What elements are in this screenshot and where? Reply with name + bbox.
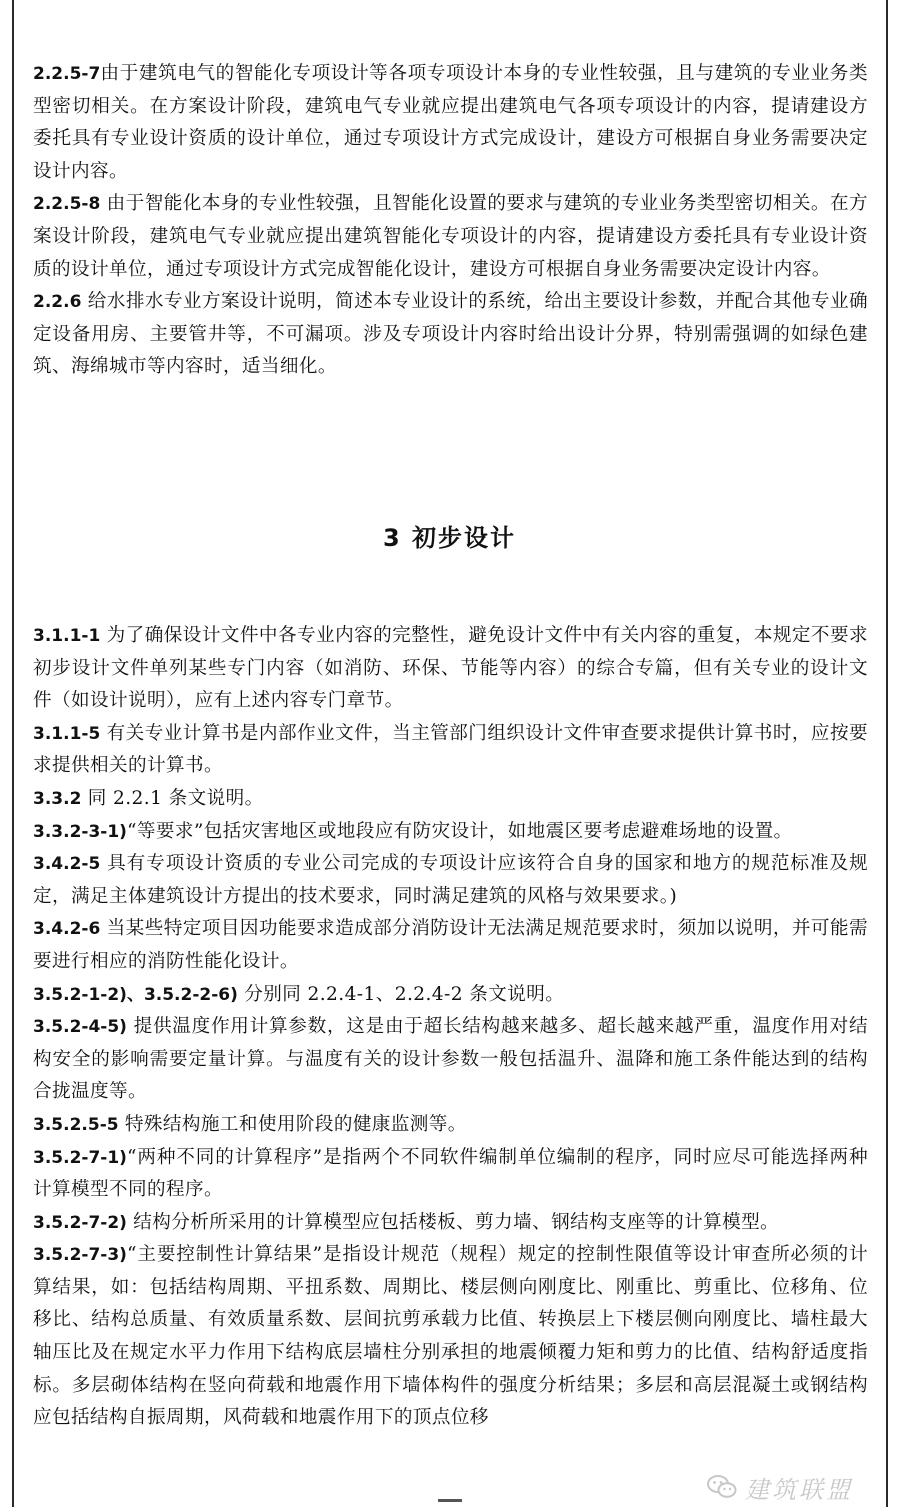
clause-paragraph [33,620,868,718]
clause-paragraph [33,286,868,384]
clause-text: 结构分析所采用的计算模型应包括楼板、剪力墙、钢结构支座等的计算模型。 [126,1211,780,1233]
clause-paragraph [33,1142,868,1207]
clause-paragraph [33,718,868,783]
clause-text: “两种不同的计算程序”是指两个不同软件编制单位编制的程序，同时应尽可能选择两种计算模型不同的程序。 [33,1146,868,1201]
clause-number: 2.2.5-8 [33,194,101,215]
clause-text: 提供温度作用计算参数，这是由于超长结构越来越多、超长越来越严重，温度作用对结构安全的影响需要定量计算。与温度有关的设计参数一般包括温升、温降和施工条件能达到的结构合拢温度等。 [33,1016,868,1103]
clause-number: 3.4.2-6 [33,919,101,940]
page-edge-mark [438,1499,462,1502]
watermark [707,1470,853,1504]
clause-paragraph [33,848,868,913]
clause-number: 3.5.2-1-2)、3.5.2-2-6) [33,984,238,1005]
clause-paragraph [33,188,868,286]
clause-number: 3.5.2.5-5 [33,1114,119,1135]
clause-paragraph [33,1207,868,1240]
clause-text: 当某些特定项目因功能要求造成部分消防设计无法满足规范要求时，须加以说明，并可能需要进行相应的消防性能化设计。 [33,918,868,972]
section-3-notes [33,620,868,1435]
clause-paragraph [33,783,868,816]
chapter-title: 3 初步设计 [382,524,517,552]
clause-number: 3.3.2 [33,788,82,809]
clause-paragraph [33,1011,868,1109]
clause-number: 3.5.2-7-1) [33,1147,127,1168]
clause-paragraph [33,1109,868,1142]
clause-text: 由于建筑电气的智能化专项设计等各项专项设计本身的专业性较强，且与建筑的专业业务类型密切相关。在方案设计阶段，建筑电气专业就应提出建筑电气各项专项设计的内容，提请建设方委托具有专业设计资质的设计单位，通过专项设计方式完成设计，建设方可根据自身业务需要决定设计内容。 [33,63,868,182]
clause-number: 3.3.2-3-1) [33,821,127,842]
clause-paragraph [33,816,868,849]
clause-number: 3.5.2-7-2) [33,1212,127,1233]
clause-paragraph [33,979,868,1012]
clause-text: 具有专项设计资质的专业公司完成的专项设计应该符合自身的国家和地方的规范标准及规定，满足主体建筑设计方提出的技术要求，同时满足建筑的风格与效果要求。) [33,853,868,907]
page-border-right [886,0,888,1507]
clause-text: 为了确保设计文件中各专业内容的完整性，避免设计文件中有关内容的重复，本规定不要求初步设计文件单列某些专门内容（如消防、环保、节能等内容）的综合专篇，但有关专业的设计文件（如设计说明），应有上述内容专门章节。 [33,625,868,712]
clause-text: “等要求”包括灾害地区或地段应有防灾设计，如地震区要考虑避难场地的设置。 [126,820,793,842]
clause-number: 3.5.2-7-3) [33,1245,127,1266]
watermark-text: 建筑联盟 [745,1475,853,1504]
clause-number: 3.4.2-5 [33,854,101,875]
clause-text: 特殊结构施工和使用阶段的健康监测等。 [118,1113,467,1135]
clause-paragraph [33,58,868,188]
clause-text: 由于智能化本身的专业性较强，且智能化设置的要求与建筑的专业业务类型密切相关。在方案设计阶段，建筑电气专业就应提出建筑智能化专项设计的内容，提请建设方委托具有专业设计资质的设计单位，通过专项设计方式完成智能化设计，建设方可根据自身业务需要决定设计内容。 [33,193,868,280]
clause-text: 同 2.2.1 条文说明。 [81,787,264,809]
clause-number: 3.5.2-4-5) [33,1017,127,1038]
clause-number: 3.1.1-5 [33,723,101,744]
clause-paragraph [33,913,868,978]
clause-paragraph [33,1239,868,1435]
clause-number: 2.2.6 [33,292,82,313]
clause-text: 给水排水专业方案设计说明，简述本专业设计的系统，给出主要设计参数，并配合其他专业确定设备用房、主要管井等，不可漏项。涉及专项设计内容时给出设计分界，特别需强调的如绿色建筑、海绵城市等内容时，适当细化。 [33,291,868,378]
wechat-icon [707,1474,737,1500]
clause-number: 2.2.5-7 [33,64,101,84]
clause-text: 分别同 2.2.4-1、2.2.4-2 条文说明。 [237,983,565,1005]
clause-text: 有关专业计算书是内部作业文件，当主管部门组织设计文件审查要求提供计算书时，应按要求提供相关的计算书。 [33,722,868,777]
clause-text: “主要控制性计算结果”是指设计规范（规程）规定的控制性限值等设计审查所必须的计算结果，如：包括结构周期、平扭系数、周期比、楼层侧向刚度比、刚重比、剪重比、位移角、位移比、结构总质量、有效质量系数、层间抗剪承载力比值、转换层上下楼层侧向刚度比、墙柱最大轴压比及在规定水平力作用下结构底层墙柱分别承担的地震倾覆力矩和剪力的比值、结构舒适度指标。多层砌体结构在竖向荷载和地震作用下墙体构件的强度分析结果；多层和高层混凝土或钢结构应包括结构自振周期，风荷载和地震作用下的顶点位移 [33,1244,868,1429]
clause-number: 3.1.1-1 [33,626,101,646]
section-2-2-notes [33,58,868,384]
page-border-left [12,0,14,1507]
